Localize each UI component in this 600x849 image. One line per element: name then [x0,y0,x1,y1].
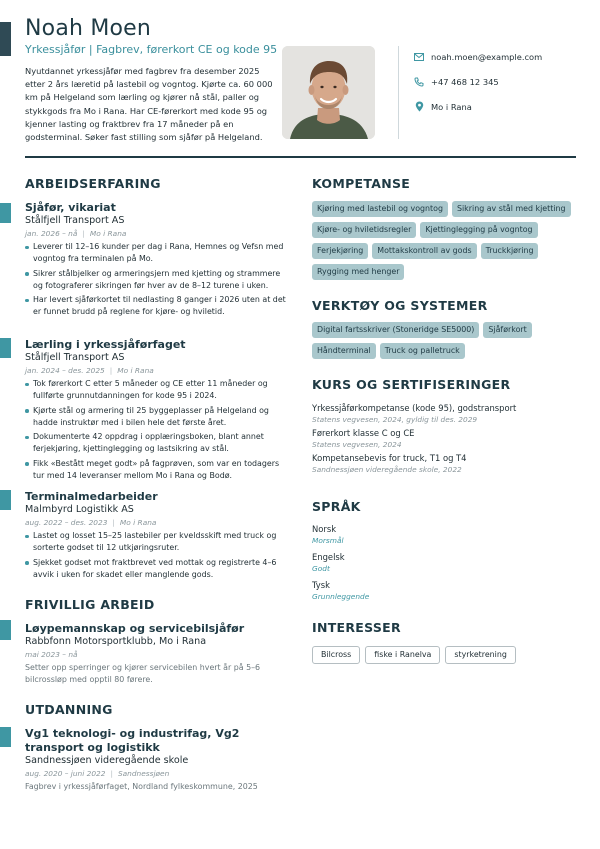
language-level: Grunnleggende [312,592,370,601]
volunteer-item [25,622,287,687]
experience-accent-bar-3 [0,490,11,510]
experience-heading: ARBEIDSERFARING [25,176,161,191]
interest-chip: fiske i Ranelva [365,646,440,664]
job-company: Stålfjell Transport AS [25,215,125,226]
job-bullets [25,241,287,319]
job-title: Lærling i yrkessjåførfaget [25,338,186,351]
courses-heading: KURS OG SERTIFISERINGER [312,377,511,392]
education-heading: UTDANNING [25,702,113,717]
portrait-illustration [282,46,375,139]
interests-list [312,646,516,664]
contact-email[interactable] [413,44,593,69]
mail-icon [413,51,425,63]
job-bullet: Leverer til 12–16 kunder per dag i Rana, Hemnes og Vefsn med vogntog fra terminalen på Mo. [25,241,287,266]
education-dates: aug. 2020 – juni 2022 [25,769,106,778]
header-accent-bar [0,22,11,56]
skill-tag: Sikring av stål med kjetting [452,201,571,217]
volunteer-title: Løypemannskap og servicebilsjåfør [25,622,245,635]
email-text: noah.moen@example.com [431,51,543,62]
skill-tag: Mottakskontroll av gods [372,243,476,259]
profile-summary: Nyutdannet yrkessjåfør med fagbrev fra desember 2025 etter 2 års læretid på lastebil og vogntog. Kjørte ca. 60 000 km på Helgeland som lærling og kjører nå stål, paller og stykkgods fra Mo i Rana. Har CE-førerkort med kode 95 og kjenner lasting og fraktbrev fra 17 måneder på en godsterminal. Søker fast stilling som sjåfør på Helgeland. [25,66,273,143]
job-dates: jan. 2026 – nå [25,229,78,238]
job-place: Mo i Rana [119,518,157,527]
volunteer-dates: mai 2023 – nå [25,650,78,659]
course-title: Kompetansebevis for truck, T1 og T4 [312,453,467,463]
job-bullet: Dokumenterte 42 oppdrag i opplæringsboken, blant annet ferjekjøring, kjettinglegging og lastsikring av stål. [25,431,287,456]
contact-divider [398,46,399,139]
course-title: Yrkessjåførkompetanse (kode 95), godstransport [312,403,517,413]
job-dates: aug. 2022 – des. 2023 [25,518,108,527]
education-note: Fagbrev i yrkessjåførfaget, Nordland fylkeskommune, 2025 [25,782,258,791]
skills-heading: KOMPETANSE [312,176,411,191]
language-level: Morsmål [312,536,344,545]
education-meta: aug. 2020 – juni 2022 | Sandnessjøen [25,769,170,778]
skill-tag: Rygging med henger [312,264,404,280]
tools-tags [312,322,582,359]
education-school: Sandnessjøen videregående skole [25,755,189,766]
experience-item [25,338,287,484]
course-title: Førerkort klasse C og CE [312,428,415,438]
tool-tag: Håndterminal [312,343,376,359]
job-meta: jan. 2024 – des. 2025 | Mo i Rana [25,366,154,375]
interest-chip: styrketrening [445,646,515,664]
volunteer-accent-bar [0,620,11,640]
job-dates: jan. 2024 – des. 2025 [25,366,105,375]
skill-tag: Kjøring med lastebil og vogntog [312,201,448,217]
contact-phone[interactable] [413,69,593,94]
course-issuer: Sandnessjøen videregående skole, 2022 [312,465,462,474]
language-level: Godt [312,564,330,573]
contact-block [413,44,593,119]
location-icon [413,101,425,113]
tool-tag: Sjåførkort [483,322,531,338]
volunteer-org: Rabbfonn Motorsportklubb, Mo i Rana [25,636,207,647]
education-item [25,727,287,793]
job-title: Terminalmedarbeider [25,490,158,503]
candidate-subtitle: Yrkessjåfør | Fagbrev, førerkort CE og kode 95 [25,43,278,56]
phone-icon [413,76,425,88]
course-issuer: Statens vegvesen, 2024 [312,440,402,449]
job-title: Sjåfør, vikariat [25,201,116,214]
location-text: Mo i Rana [431,101,472,112]
skill-tag: Ferjekjøring [312,243,368,259]
skills-tags [312,201,582,280]
job-bullets [25,378,287,482]
tool-tag: Truck og palletruck [380,343,465,359]
interest-chip: Bilcross [312,646,360,664]
job-bullet: Lastet og losset 15–25 lastebiler per kveldsskift med truck og sorterte godset til 12 utkjøringsruter. [25,530,287,555]
tool-tag: Digital fartsskriver (Stoneridge SE5000) [312,322,479,338]
interests-heading: INTERESSER [312,620,401,635]
job-bullet: Har levert sjåførkortet til nedlasting 8 ganger i 2026 uten at det er funnet brudd på reglene for kjøre- og hviletid. [25,294,287,319]
job-bullet: Kjørte stål og armering til 25 byggeplasser på Helgeland og hadde instruktør med i bilen hele det første året. [25,405,287,430]
languages-heading: SPRÅK [312,499,361,514]
course-issuer: Statens vegvesen, 2024, gyldig til des. 2029 [312,415,478,424]
job-bullet: Fikk «Bestått meget godt» på fagprøven, som var en todagers tur med 14 leveranser mellom Mo i Rana og Bodø. [25,458,287,483]
contact-location [413,94,593,119]
job-meta: jan. 2026 – nå | Mo i Rana [25,229,127,238]
tools-heading: VERKTØY OG SYSTEMER [312,298,488,313]
education-title: Vg1 teknologi- og industrifag, Vg2 transport og logistikk [25,727,240,754]
languages-list [312,524,512,608]
header-divider [25,156,576,158]
language-name: Norsk [312,524,337,534]
job-bullet: Sjekket godset mot fraktbrevet ved mottak og registrerte 4–6 avvik i uken for skadet eller manglende gods. [25,557,287,582]
experience-accent-bar-1 [0,203,11,223]
language-name: Tysk [312,580,330,590]
job-place: Mo i Rana [117,366,154,375]
experience-item [25,490,287,583]
volunteer-heading: FRIVILLIG ARBEID [25,597,155,612]
experience-item [25,201,287,321]
job-meta: aug. 2022 – des. 2023 | Mo i Rana [25,518,157,527]
job-bullets [25,530,287,581]
job-company: Malmbyrd Logistikk AS [25,504,134,515]
job-bullet: Tok førerkort C etter 5 måneder og CE etter 11 måneder og fullførte grunnutdanningen for kode 95 i 2024. [25,378,287,403]
skill-tag: Truckkjøring [481,243,539,259]
job-bullet: Sikrer stålbjelker og armeringsjern med kjetting og strammere og fotograferer sikringen før hver av de 8–12 turene i uken. [25,268,287,293]
experience-accent-bar-2 [0,338,11,358]
language-name: Engelsk [312,552,345,562]
job-place: Mo i Rana [89,229,127,238]
candidate-name: Noah Moen [25,16,152,41]
job-company: Stålfjell Transport AS [25,352,125,363]
education-accent-bar [0,727,11,747]
volunteer-description: Setter opp sperringer og kjører servicebilen hvert år på 5–6 bilcrossløp med opptil 80 førere. [25,663,261,685]
education-place: Sandnessjøen [117,769,170,778]
portrait-photo [282,46,375,139]
phone-text: +47 468 12 345 [431,76,499,87]
skill-tag: Kjøre- og hviletidsregler [312,222,416,238]
skill-tag: Kjettinglegging på vogntog [420,222,537,238]
courses-list [312,403,582,478]
